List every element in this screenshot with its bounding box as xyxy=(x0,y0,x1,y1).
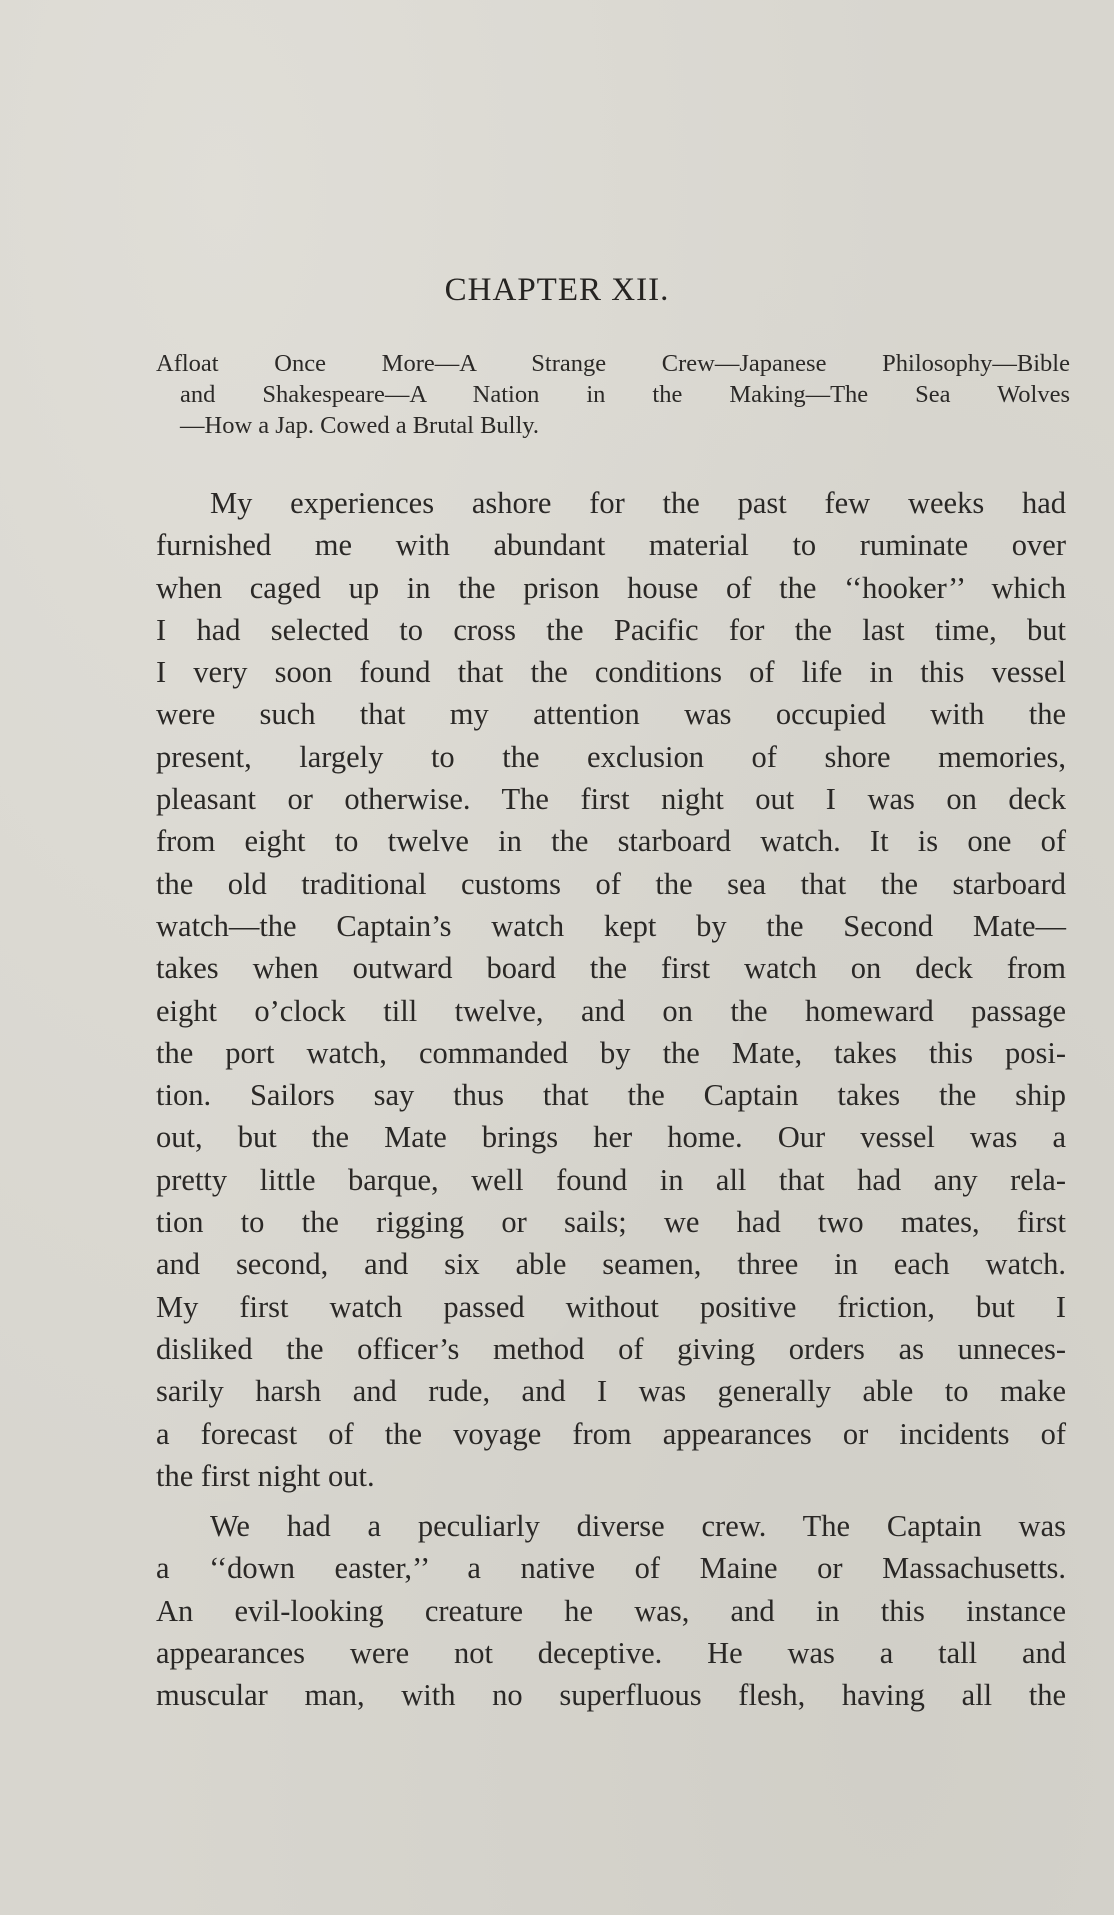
text-line: We had a peculiarly diverse crew. The Captain was xyxy=(210,1509,1066,1544)
synopsis-line: and Shakespeare—A Nation in the Making—The Sea Wolves xyxy=(180,381,1070,408)
synopsis-line: Afloat Once More—A Strange Crew—Japanese Philosophy—Bible xyxy=(156,350,1070,377)
text-line: when caged up in the prison house of the ‘‘hooker’’ which xyxy=(156,570,1066,605)
text-line: from eight to twelve in the starboard watch. It is one of xyxy=(156,824,1066,859)
text-line: a forecast of the voyage from appearances or incidents of xyxy=(156,1416,1066,1451)
text-line: a ‘‘down easter,’’ a native of Maine or Massachusetts. xyxy=(156,1551,1066,1586)
text-line: watch—the Captain’s watch kept by the Second Mate— xyxy=(156,908,1066,943)
text-line: muscular man, with no superfluous flesh, having all the xyxy=(156,1678,1066,1713)
text-line: pleasant or otherwise. The first night out I was on deck xyxy=(156,782,1066,817)
text-line: and second, and six able seamen, three in each watch. xyxy=(156,1247,1066,1282)
text-line: takes when outward board the first watch on deck from xyxy=(156,951,1066,986)
text-line: furnished me with abundant material to ruminate over xyxy=(156,528,1066,563)
text-line: My first watch passed without positive friction, but I xyxy=(156,1289,1066,1324)
text-line: sarily harsh and rude, and I was generally able to make xyxy=(156,1374,1066,1409)
text-line: the first night out. xyxy=(156,1458,375,1493)
text-line: out, but the Mate brings her home. Our vessel was a xyxy=(156,1120,1066,1155)
text-line: disliked the officer’s method of giving orders as unneces- xyxy=(156,1331,1066,1366)
text-line: My experiences ashore for the past few weeks had xyxy=(210,486,1066,520)
text-line: I very soon found that the conditions of life in this vessel xyxy=(156,655,1066,690)
text-line: present, largely to the exclusion of shore memories, xyxy=(156,739,1066,774)
chapter-title: CHAPTER XII. xyxy=(444,272,670,308)
text-line: tion to the rigging or sails; we had two mates, first xyxy=(156,1205,1066,1240)
text-line: An evil-looking creature he was, and in this instance xyxy=(156,1593,1066,1628)
text-line: the old traditional customs of the sea that the starboard xyxy=(156,866,1066,901)
text-line: appearances were not deceptive. He was a tall and xyxy=(156,1636,1066,1671)
text-line: pretty little barque, well found in all that had any rela- xyxy=(156,1162,1066,1197)
text-line: eight o’clock till twelve, and on the homeward passage xyxy=(156,993,1066,1028)
text-line: were such that my attention was occupied with the xyxy=(156,697,1066,732)
synopsis-line: —How a Jap. Cowed a Brutal Bully. xyxy=(180,412,540,439)
chapter-synopsis xyxy=(156,348,1070,441)
body-text xyxy=(156,482,1066,1717)
paragraph xyxy=(156,1505,1066,1716)
text-line: I had selected to cross the Pacific for the last time, but xyxy=(156,612,1066,647)
text-line: tion. Sailors say thus that the Captain takes the ship xyxy=(156,1078,1066,1113)
text-line: the port watch, commanded by the Mate, takes this posi- xyxy=(156,1035,1066,1070)
paragraph xyxy=(156,482,1066,1497)
